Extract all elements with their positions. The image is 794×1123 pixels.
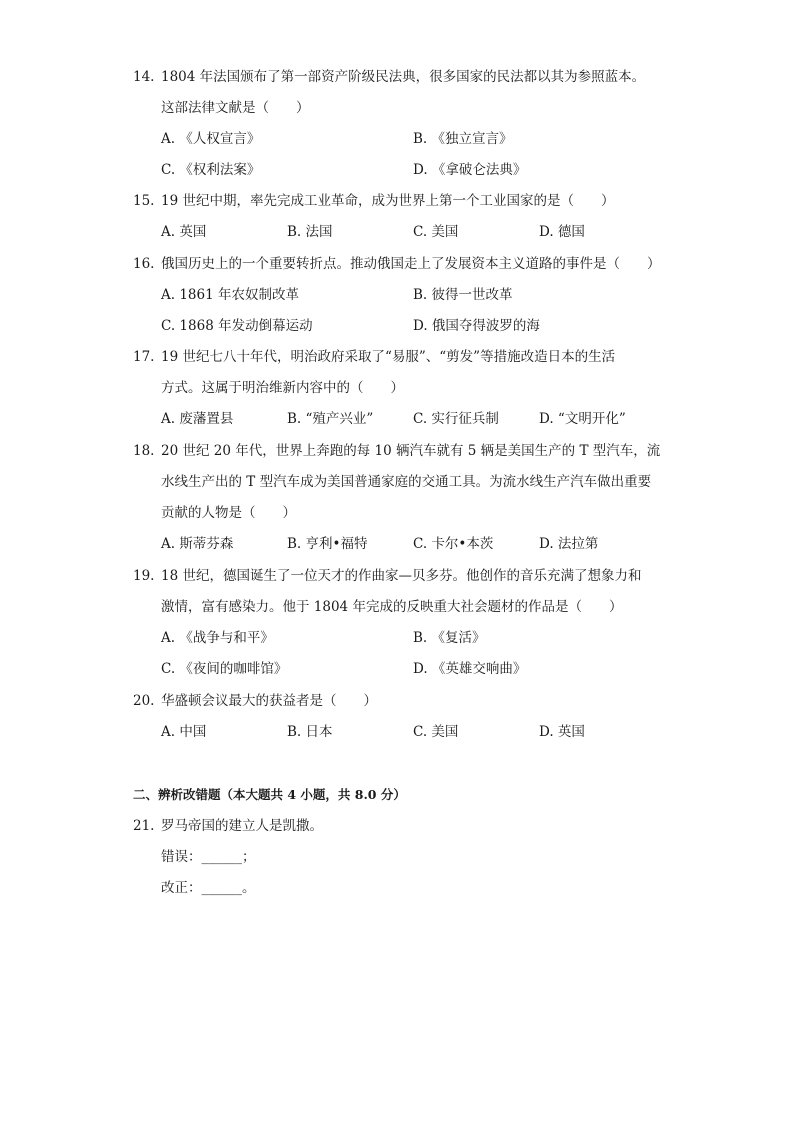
option-a: A. 《战争与和平》: [161, 630, 274, 646]
option-c: C. 实行征兵制: [413, 411, 499, 427]
question-text-line: 水线生产出的 T 型汽车成为美国普通家庭的交通工具。为流水线生产汽车做出重要: [161, 474, 652, 490]
question-number: 15.: [133, 193, 155, 209]
option-b: B. 彼得一世改革: [413, 287, 513, 303]
option-b: B. 《独立宣言》: [413, 131, 513, 147]
option-c: C. 美国: [413, 724, 459, 740]
option-a: A. 英国: [161, 224, 207, 240]
option-d: D. 俄国夺得波罗的海: [413, 318, 540, 334]
correction-answer-blank[interactable]: 改正：______。: [161, 880, 256, 896]
question-number: 20.: [133, 693, 155, 709]
question-text-line: 贡献的人物是（ ）: [161, 505, 296, 521]
option-d: D. 德国: [539, 224, 585, 240]
question-text-line: 18 世纪，德国诞生了一位天才的作曲家—贝多芬。他创作的音乐充满了想象力和: [161, 568, 642, 584]
question-number: 17.: [133, 349, 155, 365]
option-a: A. 斯蒂芬森: [161, 536, 234, 552]
option-b: B. “殖产兴业”: [287, 411, 374, 427]
option-c: C. 美国: [413, 224, 459, 240]
option-a: A. 中国: [161, 724, 207, 740]
question-number: 18.: [133, 443, 155, 459]
option-d: D. “文明开化”: [539, 411, 626, 427]
option-b: B. 《复活》: [413, 630, 486, 646]
option-d: D. 法拉第: [539, 536, 599, 552]
question-text-line: 罗马帝国的建立人是凯撒。: [161, 818, 323, 834]
option-a: A. 《人权宣言》: [161, 131, 261, 147]
option-a: A. 废藩置县: [161, 411, 234, 427]
option-c: C. 《夜间的咖啡馆》: [161, 661, 288, 677]
option-d: D. 《拿破仑法典》: [413, 162, 527, 178]
question-text-line: 20 世纪 20 年代，世界上奔跑的每 10 辆汽车就有 5 辆是美国生产的 T 型汽车，流: [161, 443, 661, 459]
section-heading: 二、辨析改错题（本大题共 4 小题，共 8.0 分）: [133, 787, 406, 802]
error-answer-blank[interactable]: 错误：______；: [161, 849, 256, 865]
question-number: 16.: [133, 256, 155, 272]
question-text-line: 激情，富有感染力。他于 1804 年完成的反映重大社会题材的作品是（ ）: [161, 599, 623, 615]
option-b: B. 亨利•福特: [287, 536, 368, 552]
question-text-line: 19 世纪七八十年代，明治政府采取了“易服”、“剪发”等措施改造日本的生活: [161, 349, 616, 365]
option-d: D. 英国: [539, 724, 585, 740]
option-a: A. 1861 年农奴制改革: [161, 287, 299, 303]
question-number: 21.: [133, 818, 155, 834]
option-c: C. 《权利法案》: [161, 162, 261, 178]
question-text-line: 华盛顿会议最大的获益者是（ ）: [161, 693, 377, 709]
option-c: C. 卡尔•本茨: [413, 536, 494, 552]
question-text-line: 这部法律文献是（ ）: [161, 100, 310, 116]
question-text-line: 俄国历史上的一个重要转折点。推动俄国走上了发展资本主义道路的事件是（ ）: [161, 256, 661, 272]
option-b: B. 日本: [287, 724, 333, 740]
question-text-line: 19 世纪中期，率先完成工业革命，成为世界上第一个工业国家的是（ ）: [161, 193, 615, 209]
option-d: D. 《英雄交响曲》: [413, 661, 527, 677]
option-c: C. 1868 年发动倒幕运动: [161, 318, 313, 334]
question-number: 19.: [133, 568, 155, 584]
question-number: 14.: [133, 69, 155, 85]
option-b: B. 法国: [287, 224, 333, 240]
question-text-line: 方式。这属于明治维新内容中的（ ）: [161, 380, 404, 396]
question-text-line: 1804 年法国颁布了第一部资产阶级民法典，很多国家的民法都以其为参照蓝本。: [161, 69, 646, 85]
